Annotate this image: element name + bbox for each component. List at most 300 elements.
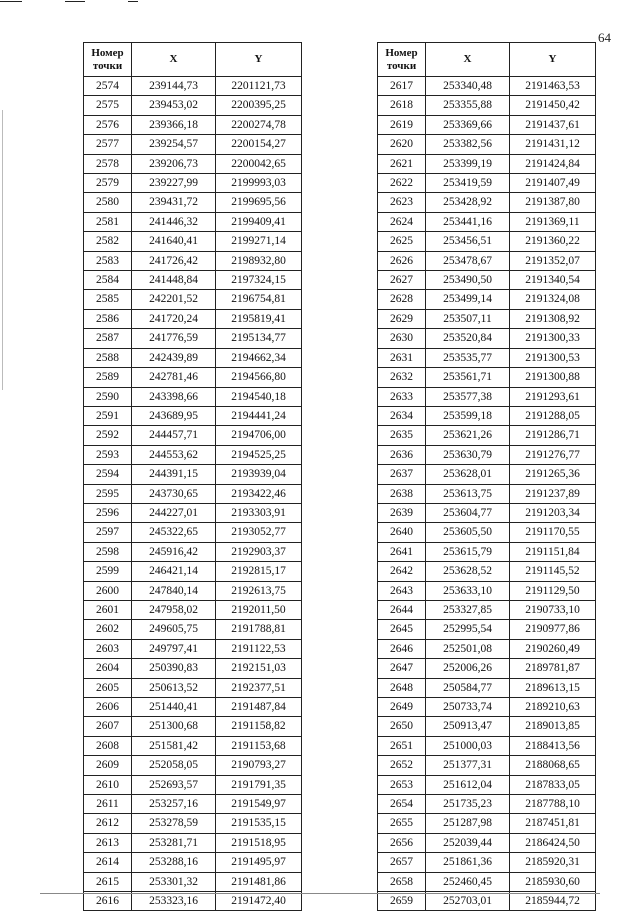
- point-number-cell: 2594: [84, 465, 132, 484]
- point-number-cell: 2655: [378, 814, 426, 833]
- header-point-number: Номер точки: [84, 43, 132, 77]
- x-cell: 244553,62: [132, 445, 216, 464]
- point-number-cell: 2599: [84, 562, 132, 581]
- table-row: [84, 892, 302, 911]
- point-number-cell: 2586: [84, 309, 132, 328]
- point-number-cell: 2578: [84, 154, 132, 173]
- x-cell: 251581,42: [132, 736, 216, 755]
- y-cell: 2189613,15: [510, 678, 596, 697]
- x-cell: 251612,04: [426, 775, 510, 794]
- table-row: [378, 775, 596, 794]
- y-cell: 2191203,34: [510, 503, 596, 522]
- x-cell: 245322,65: [132, 523, 216, 542]
- point-number-cell: 2589: [84, 368, 132, 387]
- y-cell: 2191308,92: [510, 309, 596, 328]
- y-cell: 2191286,71: [510, 426, 596, 445]
- point-number-cell: 2644: [378, 600, 426, 619]
- table-row: [84, 659, 302, 678]
- table-row: [84, 290, 302, 309]
- x-cell: 251861,36: [426, 853, 510, 872]
- x-cell: 244391,15: [132, 465, 216, 484]
- x-cell: 242781,46: [132, 368, 216, 387]
- y-cell: 2196754,81: [216, 290, 302, 309]
- y-cell: 2191288,05: [510, 406, 596, 425]
- point-number-cell: 2592: [84, 426, 132, 445]
- y-cell: 2191463,53: [510, 77, 596, 96]
- point-number-cell: 2627: [378, 271, 426, 290]
- y-cell: 2187451,81: [510, 814, 596, 833]
- x-cell: 241448,84: [132, 271, 216, 290]
- table-row: [378, 892, 596, 911]
- y-cell: 2191129,50: [510, 581, 596, 600]
- point-number-cell: 2633: [378, 387, 426, 406]
- point-number-cell: 2628: [378, 290, 426, 309]
- table-row: [84, 406, 302, 425]
- x-cell: 253327,85: [426, 600, 510, 619]
- x-cell: 253288,16: [132, 853, 216, 872]
- x-cell: 239431,72: [132, 193, 216, 212]
- x-cell: 239227,99: [132, 174, 216, 193]
- point-number-cell: 2603: [84, 639, 132, 658]
- x-cell: 253499,14: [426, 290, 510, 309]
- y-cell: 2191424,84: [510, 154, 596, 173]
- point-number-cell: 2595: [84, 484, 132, 503]
- table-row: [84, 154, 302, 173]
- y-cell: 2192011,50: [216, 600, 302, 619]
- point-number-cell: 2605: [84, 678, 132, 697]
- point-number-cell: 2606: [84, 698, 132, 717]
- x-cell: 252995,54: [426, 620, 510, 639]
- table-row: [378, 814, 596, 833]
- point-number-cell: 2635: [378, 426, 426, 445]
- x-cell: 253561,71: [426, 368, 510, 387]
- table-row: [378, 115, 596, 134]
- table-row: [378, 756, 596, 775]
- table-row: [378, 212, 596, 231]
- table-row: [84, 387, 302, 406]
- y-cell: 2190260,49: [510, 639, 596, 658]
- table-row: [378, 736, 596, 755]
- y-cell: 2191407,49: [510, 174, 596, 193]
- x-cell: 251287,98: [426, 814, 510, 833]
- point-number-cell: 2614: [84, 853, 132, 872]
- table-row: [84, 853, 302, 872]
- y-cell: 2189013,85: [510, 717, 596, 736]
- point-number-cell: 2604: [84, 659, 132, 678]
- y-cell: 2186424,50: [510, 833, 596, 852]
- point-number-cell: 2600: [84, 581, 132, 600]
- point-number-cell: 2654: [378, 795, 426, 814]
- point-number-cell: 2593: [84, 445, 132, 464]
- coordinates-table-left: [83, 42, 302, 911]
- y-cell: 2194441,24: [216, 406, 302, 425]
- x-cell: 253630,79: [426, 445, 510, 464]
- y-cell: 2191450,42: [510, 96, 596, 115]
- y-cell: 2199993,03: [216, 174, 302, 193]
- y-cell: 2192903,37: [216, 542, 302, 561]
- point-number-cell: 2611: [84, 795, 132, 814]
- point-number-cell: 2626: [378, 251, 426, 270]
- table-row: [84, 795, 302, 814]
- point-number-cell: 2623: [378, 193, 426, 212]
- y-cell: 2193052,77: [216, 523, 302, 542]
- table-row: [84, 600, 302, 619]
- point-number-cell: 2659: [378, 892, 426, 911]
- y-cell: 2195819,41: [216, 309, 302, 328]
- y-cell: 2192151,03: [216, 659, 302, 678]
- x-cell: 241726,42: [132, 251, 216, 270]
- table-row: [378, 251, 596, 270]
- y-cell: 2192815,17: [216, 562, 302, 581]
- table-row: [378, 368, 596, 387]
- x-cell: 253428,92: [426, 193, 510, 212]
- point-number-cell: 2634: [378, 406, 426, 425]
- y-cell: 2187788,10: [510, 795, 596, 814]
- y-cell: 2190733,10: [510, 600, 596, 619]
- table-row: [378, 271, 596, 290]
- point-number-cell: 2649: [378, 698, 426, 717]
- point-number-cell: 2591: [84, 406, 132, 425]
- x-cell: 253490,50: [426, 271, 510, 290]
- y-cell: 2191145,52: [510, 562, 596, 581]
- x-cell: 252703,01: [426, 892, 510, 911]
- x-cell: 239366,18: [132, 115, 216, 134]
- table-row: [84, 814, 302, 833]
- point-number-cell: 2658: [378, 872, 426, 891]
- table-row: [84, 193, 302, 212]
- point-number-cell: 2647: [378, 659, 426, 678]
- y-cell: 2185944,72: [510, 892, 596, 911]
- y-cell: 2194525,25: [216, 445, 302, 464]
- point-number-cell: 2621: [378, 154, 426, 173]
- table-header-row: [378, 43, 596, 77]
- point-number-cell: 2587: [84, 329, 132, 348]
- table-row: [378, 484, 596, 503]
- point-number-cell: 2630: [378, 329, 426, 348]
- point-number-cell: 2576: [84, 115, 132, 134]
- table-row: [378, 329, 596, 348]
- table-row: [378, 542, 596, 561]
- x-cell: 250584,77: [426, 678, 510, 697]
- table-row: [378, 620, 596, 639]
- y-cell: 2191387,80: [510, 193, 596, 212]
- header-y: Y: [216, 43, 302, 77]
- point-number-cell: 2639: [378, 503, 426, 522]
- point-number-cell: 2646: [378, 639, 426, 658]
- x-cell: 253604,77: [426, 503, 510, 522]
- x-cell: 253369,66: [426, 115, 510, 134]
- table-row: [378, 678, 596, 697]
- y-cell: 2191360,22: [510, 232, 596, 251]
- x-cell: 243730,65: [132, 484, 216, 503]
- table-row: [84, 736, 302, 755]
- x-cell: 251300,68: [132, 717, 216, 736]
- y-cell: 2194662,34: [216, 348, 302, 367]
- bottom-edge-line: [40, 893, 600, 894]
- table-row: [84, 232, 302, 251]
- point-number-cell: 2624: [378, 212, 426, 231]
- table-row: [84, 212, 302, 231]
- y-cell: 2197324,15: [216, 271, 302, 290]
- point-number-cell: 2657: [378, 853, 426, 872]
- y-cell: 2191788,81: [216, 620, 302, 639]
- point-number-cell: 2608: [84, 736, 132, 755]
- point-number-cell: 2584: [84, 271, 132, 290]
- header-y: Y: [510, 43, 596, 77]
- y-cell: 2191791,35: [216, 775, 302, 794]
- x-cell: 251377,31: [426, 756, 510, 775]
- x-cell: 253599,18: [426, 406, 510, 425]
- point-number-cell: 2588: [84, 348, 132, 367]
- x-cell: 253615,79: [426, 542, 510, 561]
- x-cell: 253456,51: [426, 232, 510, 251]
- point-number-cell: 2619: [378, 115, 426, 134]
- table-row: [378, 853, 596, 872]
- x-cell: 253278,59: [132, 814, 216, 833]
- table-row: [378, 523, 596, 542]
- x-cell: 251440,41: [132, 698, 216, 717]
- y-cell: 2191437,61: [510, 115, 596, 134]
- point-number-cell: 2651: [378, 736, 426, 755]
- y-cell: 2191369,11: [510, 212, 596, 231]
- point-number-cell: 2613: [84, 833, 132, 852]
- x-cell: 245916,42: [132, 542, 216, 561]
- y-cell: 2201121,73: [216, 77, 302, 96]
- table-row: [84, 775, 302, 794]
- point-number-cell: 2641: [378, 542, 426, 561]
- table-row: [84, 756, 302, 775]
- y-cell: 2199409,41: [216, 212, 302, 231]
- y-cell: 2194566,80: [216, 368, 302, 387]
- x-cell: 247840,14: [132, 581, 216, 600]
- y-cell: 2191158,82: [216, 717, 302, 736]
- table-row: [378, 135, 596, 154]
- y-cell: 2194540,18: [216, 387, 302, 406]
- point-number-cell: 2601: [84, 600, 132, 619]
- table-row: [378, 659, 596, 678]
- table-row: [84, 581, 302, 600]
- y-cell: 2185930,60: [510, 872, 596, 891]
- y-cell: 2191324,08: [510, 290, 596, 309]
- table-row: [84, 620, 302, 639]
- point-number-cell: 2574: [84, 77, 132, 96]
- table-row: [84, 96, 302, 115]
- point-number-cell: 2632: [378, 368, 426, 387]
- point-number-cell: 2636: [378, 445, 426, 464]
- y-cell: 2188068,65: [510, 756, 596, 775]
- x-cell: 253633,10: [426, 581, 510, 600]
- table-row: [84, 271, 302, 290]
- x-cell: 253577,38: [426, 387, 510, 406]
- y-cell: 2191293,61: [510, 387, 596, 406]
- x-cell: 253419,59: [426, 174, 510, 193]
- table-row: [84, 872, 302, 891]
- y-cell: 2190977,86: [510, 620, 596, 639]
- x-cell: 253441,16: [426, 212, 510, 231]
- x-cell: 252460,45: [426, 872, 510, 891]
- y-cell: 2193422,46: [216, 484, 302, 503]
- point-number-cell: 2609: [84, 756, 132, 775]
- table-row: [84, 309, 302, 328]
- table-row: [84, 562, 302, 581]
- point-number-cell: 2615: [84, 872, 132, 891]
- x-cell: 241640,41: [132, 232, 216, 251]
- x-cell: 253340,48: [426, 77, 510, 96]
- table-row: [84, 523, 302, 542]
- y-cell: 2191237,89: [510, 484, 596, 503]
- table-row: [378, 562, 596, 581]
- point-number-cell: 2622: [378, 174, 426, 193]
- x-cell: 253628,01: [426, 465, 510, 484]
- point-number-cell: 2620: [378, 135, 426, 154]
- header-point-number: Номер точки: [378, 43, 426, 77]
- table-row: [378, 77, 596, 96]
- scan-edge-line: [2, 110, 3, 390]
- table-row: [378, 426, 596, 445]
- table-row: [378, 406, 596, 425]
- y-cell: 2188413,56: [510, 736, 596, 755]
- point-number-cell: 2638: [378, 484, 426, 503]
- y-cell: 2191487,84: [216, 698, 302, 717]
- x-cell: 253621,26: [426, 426, 510, 445]
- x-cell: 253613,75: [426, 484, 510, 503]
- x-cell: 249797,41: [132, 639, 216, 658]
- x-cell: 253301,32: [132, 872, 216, 891]
- point-number-cell: 2652: [378, 756, 426, 775]
- table-row: [378, 465, 596, 484]
- y-cell: 2191495,97: [216, 853, 302, 872]
- x-cell: 253605,50: [426, 523, 510, 542]
- point-number-cell: 2617: [378, 77, 426, 96]
- x-cell: 242439,89: [132, 348, 216, 367]
- x-cell: 242201,52: [132, 290, 216, 309]
- x-cell: 251735,23: [426, 795, 510, 814]
- y-cell: 2189210,63: [510, 698, 596, 717]
- x-cell: 239206,73: [132, 154, 216, 173]
- table-row: [378, 387, 596, 406]
- y-cell: 2189781,87: [510, 659, 596, 678]
- x-cell: 239453,02: [132, 96, 216, 115]
- top-edge-marks: [0, 0, 640, 6]
- point-number-cell: 2585: [84, 290, 132, 309]
- y-cell: 2191265,36: [510, 465, 596, 484]
- y-cell: 2199695,56: [216, 193, 302, 212]
- x-cell: 253507,11: [426, 309, 510, 328]
- x-cell: 250733,74: [426, 698, 510, 717]
- point-number-cell: 2581: [84, 212, 132, 231]
- x-cell: 246421,14: [132, 562, 216, 581]
- table-row: [378, 833, 596, 852]
- table-header-row: [84, 43, 302, 77]
- x-cell: 247958,02: [132, 600, 216, 619]
- x-cell: 251000,03: [426, 736, 510, 755]
- point-number-cell: 2612: [84, 814, 132, 833]
- table-row: [84, 348, 302, 367]
- table-row: [84, 426, 302, 445]
- table-row: [378, 309, 596, 328]
- x-cell: 253382,56: [426, 135, 510, 154]
- table-row: [84, 174, 302, 193]
- x-cell: 250913,47: [426, 717, 510, 736]
- table-row: [84, 833, 302, 852]
- x-cell: 239254,57: [132, 135, 216, 154]
- point-number-cell: 2642: [378, 562, 426, 581]
- table-row: [378, 193, 596, 212]
- y-cell: 2191300,53: [510, 348, 596, 367]
- x-cell: 253628,52: [426, 562, 510, 581]
- table-row: [84, 115, 302, 134]
- y-cell: 2200042,65: [216, 154, 302, 173]
- x-cell: 241446,32: [132, 212, 216, 231]
- point-number-cell: 2656: [378, 833, 426, 852]
- y-cell: 2187833,05: [510, 775, 596, 794]
- y-cell: 2198932,80: [216, 251, 302, 270]
- y-cell: 2190793,27: [216, 756, 302, 775]
- table-row: [378, 503, 596, 522]
- x-cell: 252006,26: [426, 659, 510, 678]
- x-cell: 243689,95: [132, 406, 216, 425]
- y-cell: 2199271,14: [216, 232, 302, 251]
- x-cell: 241776,59: [132, 329, 216, 348]
- point-number-cell: 2579: [84, 174, 132, 193]
- y-cell: 2200395,25: [216, 96, 302, 115]
- x-cell: 253520,84: [426, 329, 510, 348]
- y-cell: 2200274,78: [216, 115, 302, 134]
- table-row: [378, 717, 596, 736]
- point-number-cell: 2616: [84, 892, 132, 911]
- header-x: X: [426, 43, 510, 77]
- table-row: [84, 503, 302, 522]
- x-cell: 239144,73: [132, 77, 216, 96]
- y-cell: 2191472,40: [216, 892, 302, 911]
- table-row: [378, 96, 596, 115]
- coordinates-table-right: [377, 42, 596, 911]
- x-cell: 249605,75: [132, 620, 216, 639]
- x-cell: 253257,16: [132, 795, 216, 814]
- x-cell: 244227,01: [132, 503, 216, 522]
- y-cell: 2191122,53: [216, 639, 302, 658]
- table-row: [84, 542, 302, 561]
- x-cell: 241720,24: [132, 309, 216, 328]
- table-row: [378, 795, 596, 814]
- x-cell: 250390,83: [132, 659, 216, 678]
- x-cell: 244457,71: [132, 426, 216, 445]
- y-cell: 2185920,31: [510, 853, 596, 872]
- table-row: [378, 154, 596, 173]
- point-number-cell: 2596: [84, 503, 132, 522]
- point-number-cell: 2583: [84, 251, 132, 270]
- header-x: X: [132, 43, 216, 77]
- y-cell: 2193939,04: [216, 465, 302, 484]
- point-number-cell: 2643: [378, 581, 426, 600]
- point-number-cell: 2575: [84, 96, 132, 115]
- point-number-cell: 2625: [378, 232, 426, 251]
- y-cell: 2191170,55: [510, 523, 596, 542]
- y-cell: 2191151,84: [510, 542, 596, 561]
- point-number-cell: 2602: [84, 620, 132, 639]
- table-row: [84, 251, 302, 270]
- y-cell: 2191300,88: [510, 368, 596, 387]
- table-row: [84, 717, 302, 736]
- y-cell: 2200154,27: [216, 135, 302, 154]
- y-cell: 2192377,51: [216, 678, 302, 697]
- table-row: [84, 329, 302, 348]
- table-row: [84, 368, 302, 387]
- point-number-cell: 2597: [84, 523, 132, 542]
- y-cell: 2191518,95: [216, 833, 302, 852]
- x-cell: 252693,57: [132, 775, 216, 794]
- y-cell: 2194706,00: [216, 426, 302, 445]
